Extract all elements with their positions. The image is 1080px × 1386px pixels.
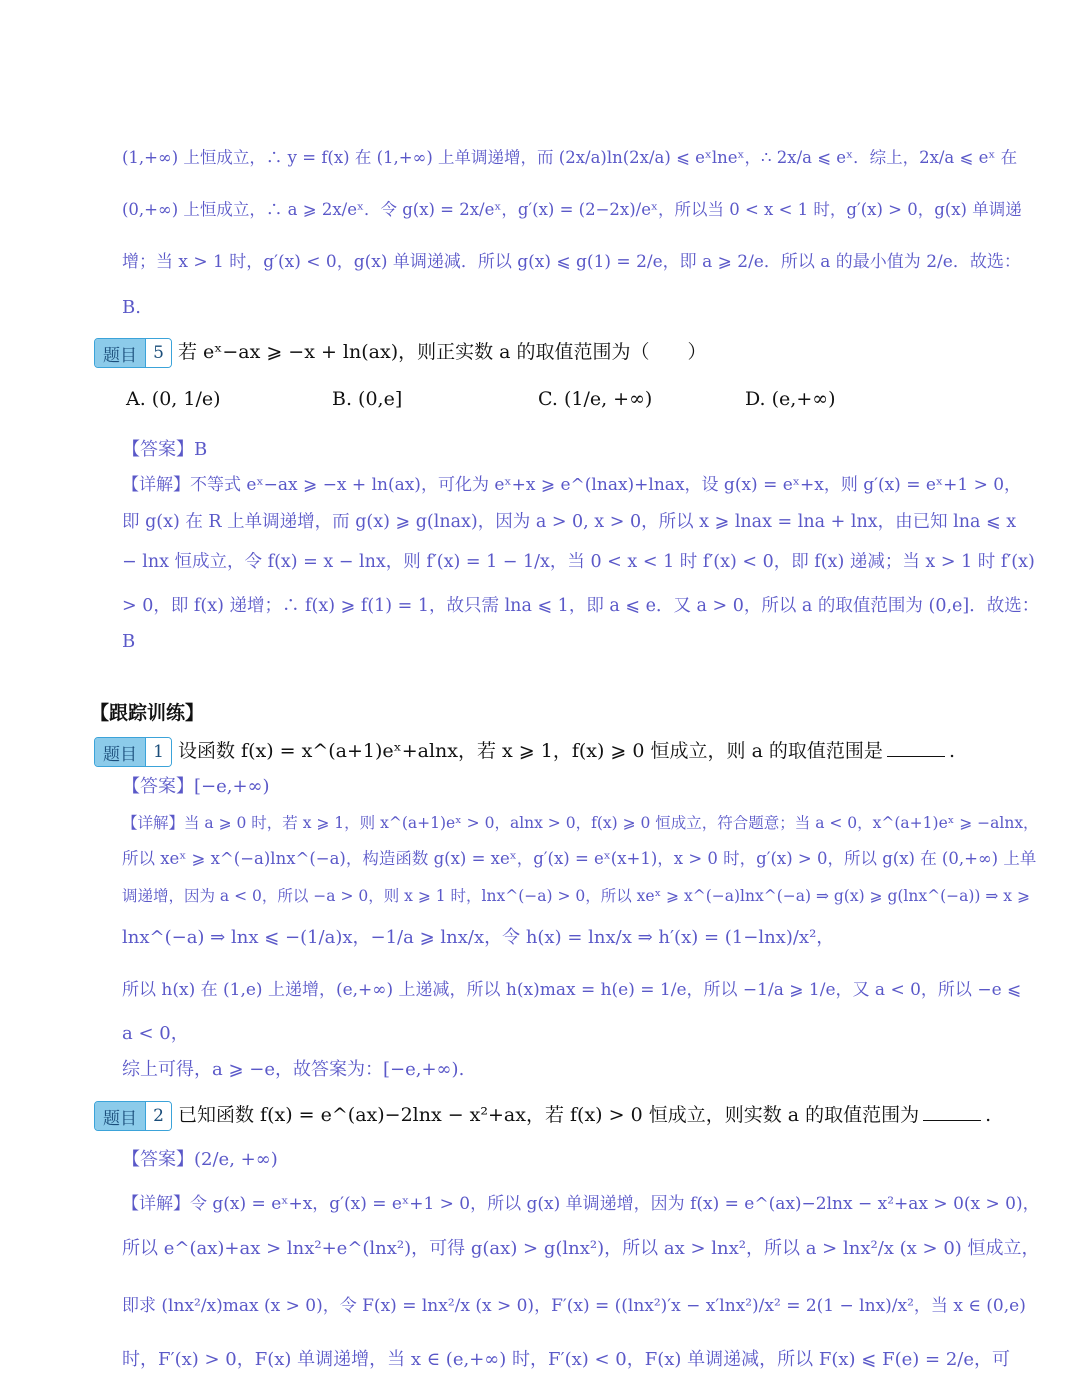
detail-line: 调递增，因为 a < 0，所以 −a > 0，则 x ⩾ 1 时，lnx^(−a) > 0，所以 xeˣ ⩾ x^(−a)lnx^(−a) ⇒ g(x) ⩾ g(lnx^(−a)) ⇒ x ⩾ [122, 887, 1030, 905]
answer-line: 【答案】(2/e, +∞) [122, 1149, 278, 1170]
detail-line: 时，F′(x) > 0，F(x) 单调递增，当 x ∈ (e,+∞) 时，F′(x) < 0，F(x) 单调递减，所以 F(x) ⩽ F(e) = 2/e，可 [122, 1349, 1010, 1370]
answer-line: 【答案】[−e,+∞) [122, 776, 270, 797]
option-a: A. (0, 1/e) [126, 388, 221, 410]
detail-line: 所以 e^(ax)+ax > lnx²+e^(lnx²)，可得 g(ax) > g(lnx²)，所以 ax > lnx²，所以 a > lnx²/x (x > 0) 恒成立， [122, 1238, 1040, 1259]
detail-line: 所以 h(x) 在 (1,e) 上递增，(e,+∞) 上递减，所以 h(x)max = h(e) = 1/e，所以 −1/a ⩾ 1/e，又 a < 0，所以 −e ⩽ [122, 980, 1022, 1000]
option-b: B. (0,e] [332, 388, 403, 410]
detail-line: 所以 xeˣ ⩾ x^(−a)lnx^(−a)，构造函数 g(x) = xeˣ，g′(x) = eˣ(x+1)，x > 0 时，g′(x) > 0，所以 g(x) 在 (0,+∞) 上单 [122, 849, 1037, 868]
question-text: 若 eˣ−ax ⩾ −x + ln(ax)，则正实数 a 的取值范围为（ ） [178, 341, 707, 363]
detail-line: 即 g(x) 在 R 上单调递增，而 g(x) ⩾ g(lnax)，因为 a > 0, x > 0，所以 x ⩾ lnax = lna + lnx，由已知 lna ⩽ x [122, 512, 1017, 532]
badge-number: 1 [145, 738, 171, 766]
badge-label: 题目 [95, 339, 145, 367]
question-badge [94, 338, 172, 368]
detail-line: 【详解】令 g(x) = eˣ+x，g′(x) = eˣ+1 > 0，所以 g(x) 单调递增，因为 f(x) = e^(ax)−2lnx − x²+ax > 0(x > 0)， [122, 1194, 1040, 1214]
section-heading: 【跟踪训练】 [90, 702, 205, 724]
detail-line: > 0，即 f(x) 递增；∴ f(x) ⩾ f(1) = 1，故只需 lna ⩽ 1，即 a ⩽ e．又 a > 0，所以 a 的取值范围为 (0,e]．故选： [122, 596, 1040, 616]
solution-line: (0,+∞) 上恒成立，∴ a ⩾ 2x/eˣ．令 g(x) = 2x/eˣ，g′(x) = (2−2x)/eˣ，所以当 0 < x < 1 时，g′(x) > 0，g(x) 单调递 [122, 200, 1022, 219]
detail-line: − lnx 恒成立，令 f(x) = x − lnx，则 f′(x) = 1 − 1/x，当 0 < x < 1 时 f′(x) < 0，即 f(x) 递减；当 x > 1 时 f′(x) [122, 552, 1035, 572]
question-text: 已知函数 f(x) = e^(ax)−2lnx − x²+ax，若 f(x) > 0 恒成立，则实数 a 的取值范围为 . [178, 1104, 992, 1126]
detail-line: 综上可得，a ⩾ −e，故答案为：[−e,+∞). [122, 1059, 465, 1080]
detail-line: 即求 (lnx²/x)max (x > 0)，令 F(x) = lnx²/x (x > 0)，F′(x) = ((lnx²)′x − x′lnx²)/x² = 2(1 − lnx)/x²，当 x ∈ (0,e) [122, 1296, 1026, 1316]
option-d: D. (e,+∞) [745, 388, 836, 410]
badge-label: 题目 [95, 1102, 145, 1130]
badge-number: 5 [145, 339, 171, 367]
solution-line: B. [122, 297, 141, 318]
detail-line: 【详解】不等式 eˣ−ax ⩾ −x + ln(ax)，可化为 eˣ+x ⩾ e^(lnax)+lnax，设 g(x) = eˣ+x，则 g′(x) = eˣ+1 > 0， [122, 475, 1022, 495]
answer-blank [923, 1120, 981, 1121]
question-text: 设函数 f(x) = x^(a+1)eˣ+alnx，若 x ⩾ 1，f(x) ⩾ 0 恒成立，则 a 的取值范围是 . [178, 740, 955, 762]
option-c: C. (1/e, +∞) [538, 388, 653, 410]
detail-line: 【详解】当 a ⩾ 0 时，若 x ⩾ 1，则 x^(a+1)eˣ > 0，alnx > 0，f(x) ⩾ 0 恒成立，符合题意；当 a < 0，x^(a+1)eˣ ⩾ −alnx， [122, 814, 1039, 832]
question-badge [94, 737, 172, 767]
detail-line: a < 0， [122, 1023, 189, 1044]
solution-line: 增；当 x > 1 时，g′(x) < 0，g(x) 单调递减．所以 g(x) ⩽ g(1) = 2/e，即 a ⩾ 2/e．所以 a 的最小值为 2/e．故选： [122, 252, 1021, 272]
badge-label: 题目 [95, 738, 145, 766]
detail-line: lnx^(−a) ⇒ lnx ⩽ −(1/a)x，−1/a ⩾ lnx/x，令 h(x) = lnx/x ⇒ h′(x) = (1−lnx)/x²， [122, 927, 835, 948]
question-text-body: 设函数 f(x) = x^(a+1)eˣ+alnx，若 x ⩾ 1，f(x) ⩾ 0 恒成立，则 a 的取值范围是 [178, 740, 883, 762]
answer-line: 【答案】B [122, 439, 208, 460]
answer-blank [887, 756, 945, 757]
question-badge [94, 1101, 172, 1131]
solution-line: (1,+∞) 上恒成立，∴ y = f(x) 在 (1,+∞) 上单调递增，而 (2x/a)ln(2x/a) ⩽ eˣlneˣ，∴ 2x/a ⩽ eˣ．综上，2x/a ⩽ eˣ 在 [122, 148, 1018, 167]
badge-number: 2 [145, 1102, 171, 1130]
question-text-body: 已知函数 f(x) = e^(ax)−2lnx − x²+ax，若 f(x) > 0 恒成立，则实数 a 的取值范围为 [178, 1104, 920, 1126]
detail-line: B [122, 631, 136, 652]
